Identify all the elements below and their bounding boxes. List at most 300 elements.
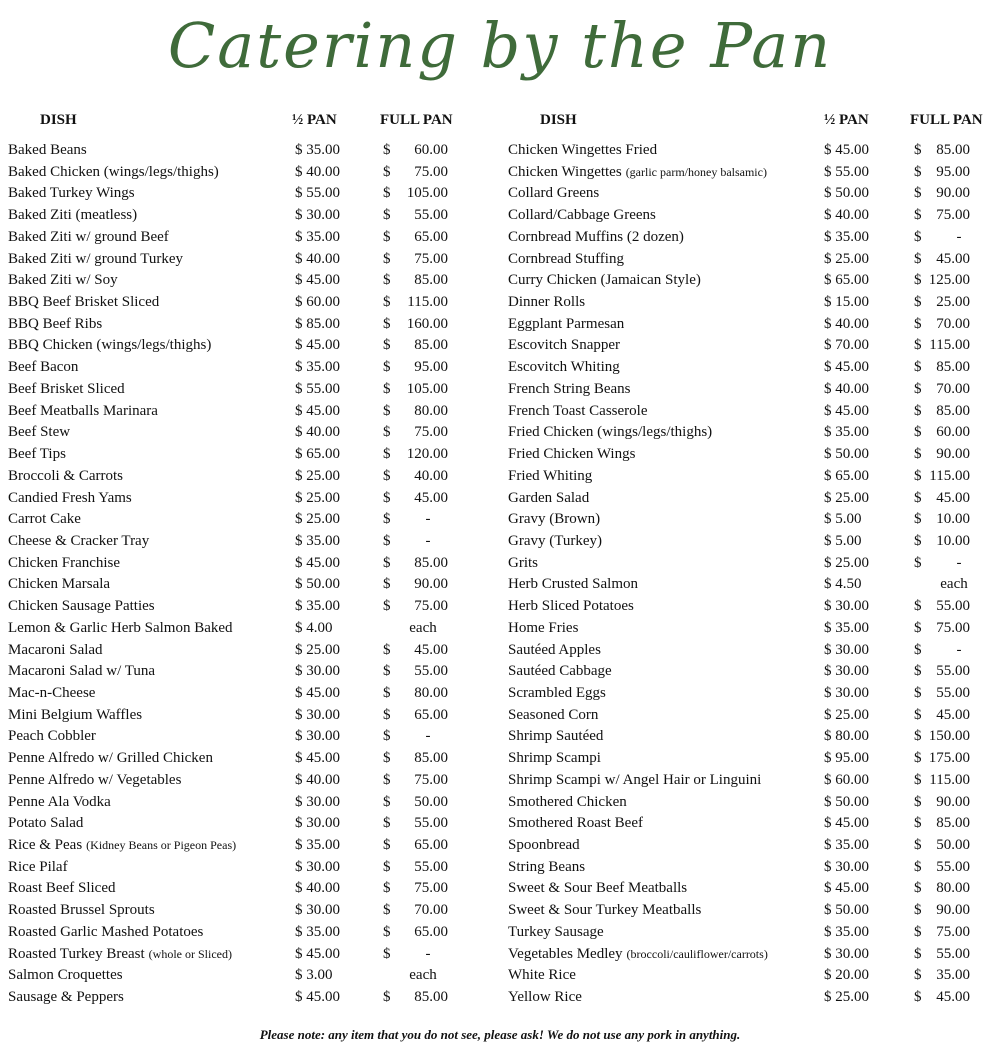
menu-item [8,640,478,662]
half-pan-price: $ 30.00 [295,706,340,723]
dish-name-text: Sweet & Sour Turkey Meatballs [508,902,702,919]
half-pan-price: $ 65.00 [295,446,340,463]
half-pan-price: $ 25.00 [824,250,869,267]
half-pan-price: $ 80.00 [824,728,869,745]
full-pan-price: 55.00 [936,858,970,875]
menu-item [508,987,998,1009]
full-pan-price: - [956,554,962,571]
full-pan-currency: $ [383,402,391,419]
menu-item [8,944,478,966]
half-pan-price: $ 35.00 [295,228,340,245]
dish-name-text: Roast Beef Sliced [8,880,116,897]
dish-name [8,857,68,879]
full-pan-price: 35.00 [936,967,970,984]
half-pan-price: $ 20.00 [824,967,869,984]
full-pan-price: 75.00 [414,880,448,897]
menu-item [8,683,478,705]
full-pan-currency: $ [383,989,391,1006]
dish-name-text: Beef Stew [8,424,71,441]
half-pan-price: $ 25.00 [295,467,340,484]
menu-item [508,792,998,814]
half-pan-price: $ 30.00 [824,598,869,615]
menu-item [8,422,478,444]
half-pan-price: $ 35.00 [824,619,869,636]
dish-name [8,314,102,336]
half-pan-price: $ 45.00 [824,142,869,158]
half-pan-price: $ 15.00 [824,294,869,311]
menu-item [8,314,478,336]
full-pan-price: 90.00 [936,185,970,202]
full-pan-currency: $ [914,467,922,484]
menu-item [8,900,478,922]
full-pan-currency: $ [383,315,391,332]
full-pan-price: 85.00 [414,554,448,571]
half-pan-price: $ 35.00 [295,359,340,376]
half-pan-price: $ 25.00 [824,989,869,1006]
menu-item [508,162,998,184]
menu-item [8,509,478,531]
full-pan-price: - [956,228,962,245]
dish-name-text: French String Beans [508,380,631,397]
full-pan-currency: $ [383,380,391,397]
half-pan-price: $ 40.00 [824,207,869,224]
full-pan-price: 75.00 [936,923,970,940]
dish-name [508,944,768,966]
dish-name-text: Baked Chicken (wings/legs/thighs) [8,163,219,180]
dish-name [8,531,149,553]
dish-name-text: Baked Ziti w/ Soy [8,272,118,289]
full-pan-price: 65.00 [414,228,448,245]
full-pan-price: each [409,619,437,636]
full-pan-currency: $ [914,989,922,1006]
dish-name-text: Dinner Rolls [508,294,586,311]
full-pan-price: 70.00 [936,380,970,397]
menu-item [508,466,998,488]
half-pan-price: $ 40.00 [295,880,340,897]
dish-name [508,705,598,727]
half-pan-price: $ 45.00 [295,684,340,701]
full-pan-price: 75.00 [936,207,970,224]
dish-name [508,900,701,922]
menu-item [508,857,998,879]
full-pan-currency: $ [383,272,391,289]
dish-name [8,813,83,835]
dish-name [508,335,620,357]
dish-name [508,205,656,227]
half-pan-price: $ 4.00 [295,619,333,636]
full-pan-price: 80.00 [936,880,970,897]
full-pan-price: 85.00 [414,750,448,767]
dish-name-text: Roasted Garlic Mashed Potatoes [8,923,204,940]
full-pan-price: 45.00 [936,489,970,506]
dish-name-text: Yellow Rice [508,989,582,1006]
dish-name-text: Rice Pilaf [8,858,68,875]
half-pan-price: $ 45.00 [295,402,340,419]
full-pan-currency: $ [914,207,922,224]
full-pan-currency: $ [914,793,922,810]
menu-item [508,205,998,227]
half-pan-price: $ 5.00 [824,511,862,528]
dish-name-text: String Beans [508,858,586,875]
menu-item [8,792,478,814]
half-pan-price: $ 45.00 [824,402,869,419]
menu-item [508,770,998,792]
full-pan-currency: $ [383,771,391,788]
menu-item [8,183,478,205]
dish-name [8,466,123,488]
full-pan-price: 125.00 [928,272,970,289]
dish-name [508,683,606,705]
dish-name-text: Peach Cobbler [8,728,96,745]
full-pan-currency: $ [383,359,391,376]
half-pan-price: $ 25.00 [295,489,340,506]
menu-column-left [8,110,478,1009]
full-pan-currency: $ [383,880,391,897]
dish-name [508,379,630,401]
half-pan-price: $ 55.00 [295,185,340,202]
full-pan-currency: $ [914,142,922,158]
menu-item [508,661,998,683]
full-pan-currency: $ [914,923,922,940]
full-pan-currency: $ [914,663,922,680]
full-pan-price: 80.00 [414,684,448,701]
dish-name [8,661,155,683]
dish-name-text: Mac-n-Cheese [8,684,96,701]
full-pan-currency: $ [914,902,922,919]
half-pan-price: $ 25.00 [824,489,869,506]
menu-item [508,618,998,640]
full-pan-price: 85.00 [936,359,970,376]
menu-column-right [508,110,998,1009]
dish-name-text: Escovitch Snapper [508,337,621,354]
dish-name [8,292,159,314]
menu-item [8,987,478,1009]
full-pan-currency: $ [914,185,922,202]
dish-name-text: Macaroni Salad [8,641,103,658]
menu-item [508,183,998,205]
dish-note: (broccoli/cauliflower/carrots) [626,946,768,961]
dish-name-text: Chicken Marsala [8,576,111,593]
full-pan-price: 70.00 [936,315,970,332]
half-pan-price: $ 30.00 [295,728,340,745]
full-pan-currency: $ [383,294,391,311]
dish-name [508,878,687,900]
full-pan-currency: $ [914,294,922,311]
full-pan-price: 85.00 [936,402,970,419]
menu-item [508,292,998,314]
half-pan-price: $ 40.00 [295,771,340,788]
dish-name-text: Chicken Sausage Patties [8,598,155,615]
half-pan-price: $ 30.00 [824,945,869,962]
dish-name [508,661,612,683]
menu-item [508,270,998,292]
half-pan-price: $ 30.00 [295,902,340,919]
menu-item [8,965,478,987]
full-pan-price: 55.00 [414,207,448,224]
dish-name-text: Scrambled Eggs [508,684,606,701]
dish-name-text: Collard/Cabbage Greens [508,207,656,224]
half-pan-price: $ 30.00 [824,858,869,875]
menu-item [508,422,998,444]
full-pan-currency: $ [383,641,391,658]
dish-name [8,987,124,1009]
menu-item [508,878,998,900]
full-pan-price: 45.00 [936,250,970,267]
full-pan-price: 25.00 [936,294,970,311]
dish-name [508,444,635,466]
half-pan-price: $ 30.00 [295,207,340,224]
full-pan-price: 95.00 [414,359,448,376]
full-pan-price: 80.00 [414,402,448,419]
full-pan-currency: $ [383,467,391,484]
full-pan-currency: $ [914,250,922,267]
dish-name [8,770,181,792]
menu-item [8,553,478,575]
menu-item [508,553,998,575]
dish-name-text: Fried Chicken Wings [508,446,636,463]
dish-name [8,249,183,271]
full-pan-currency: $ [383,815,391,832]
dish-name-text: Chicken Wingettes [508,163,622,180]
dish-name-text: Cornbread Stuffing [508,250,624,267]
dish-name [508,509,600,531]
dish-name-text: Gravy (Brown) [508,511,601,528]
full-pan-price: - [425,532,431,549]
full-pan-price: 50.00 [414,793,448,810]
full-pan-price: 115.00 [407,294,448,311]
dish-name-text: Baked Ziti (meatless) [8,207,138,224]
full-pan-currency: $ [914,641,922,658]
half-pan-price: $ 50.00 [824,446,869,463]
dish-name [8,922,203,944]
dish-name [8,900,155,922]
full-pan-currency: $ [383,424,391,441]
menu-item [508,314,998,336]
half-pan-price: $ 45.00 [295,554,340,571]
full-pan-price: 90.00 [936,446,970,463]
full-pan-currency: $ [383,554,391,571]
dish-name-text: French Toast Casserole [508,402,648,419]
half-pan-price: $ 50.00 [824,902,869,919]
dish-name [508,618,578,640]
half-pan-price: $ 3.00 [295,967,333,984]
full-pan-price: 45.00 [936,706,970,723]
full-pan-currency: $ [383,728,391,745]
half-pan-price: $ 30.00 [295,793,340,810]
full-pan-currency: $ [914,402,922,419]
menu-item [508,357,998,379]
full-pan-currency: $ [383,207,391,224]
half-pan-price: $ 55.00 [295,380,340,397]
dish-name [508,183,599,205]
full-pan-price: 55.00 [936,598,970,615]
full-pan-price: 60.00 [936,424,970,441]
full-pan-price: 115.00 [929,467,970,484]
menu-item [508,227,998,249]
menu-item [508,748,998,770]
menu-item [508,249,998,271]
dish-name-text: Sautéed Cabbage [508,663,612,680]
full-pan-currency: $ [383,945,391,962]
dish-name [8,835,236,857]
half-pan-price: $ 35.00 [295,532,340,549]
full-pan-currency: $ [383,706,391,723]
half-pan-price: $ 35.00 [295,142,340,158]
full-pan-currency: $ [914,228,922,245]
half-pan-price: $ 25.00 [295,641,340,658]
full-pan-currency: $ [914,684,922,701]
half-pan-price: $ 25.00 [824,706,869,723]
column-header [8,110,478,140]
dish-name [8,422,70,444]
dish-name-text: Smothered Roast Beef [508,815,643,832]
full-pan-currency: $ [914,967,922,984]
dish-name [508,965,576,987]
full-pan-currency: $ [914,880,922,897]
menu-item [8,379,478,401]
full-pan-price: 70.00 [414,902,448,919]
full-pan-price: 85.00 [414,337,448,354]
half-pan-price: $ 45.00 [824,359,869,376]
dish-name-text: White Rice [508,967,576,984]
full-pan-header: FULL PAN [910,112,983,128]
dish-name [508,488,589,510]
dish-name [8,444,66,466]
dish-name-text: Vegetables Medley [508,945,623,962]
full-pan-price: 85.00 [414,272,448,289]
half-pan-price: $ 50.00 [295,576,340,593]
half-pan-price: $ 45.00 [295,989,340,1006]
dish-name-text: Eggplant Parmesan [508,315,625,332]
menu-item [8,574,478,596]
half-pan-price: $ 40.00 [295,250,340,267]
dish-name-text: Seasoned Corn [508,706,599,723]
menu-item [508,488,998,510]
dish-name [508,140,657,162]
full-pan-price: 50.00 [936,837,970,853]
dish-name [508,227,684,249]
full-pan-price: 90.00 [936,793,970,810]
half-pan-price: $ 40.00 [824,315,869,332]
dish-name-text: Cornbread Muffins (2 dozen) [508,228,684,245]
full-pan-currency: $ [914,272,922,289]
full-pan-currency: $ [914,424,922,441]
half-pan-price: $ 45.00 [295,945,340,962]
menu-item [508,574,998,596]
menu-item [8,205,478,227]
dish-name [508,162,767,184]
dish-name-text: Candied Fresh Yams [8,489,132,506]
full-pan-currency: $ [914,728,922,745]
full-pan-price: 45.00 [414,641,448,658]
full-pan-price: 55.00 [936,663,970,680]
full-pan-price: 115.00 [929,771,970,788]
half-pan-price: $ 5.00 [824,532,862,549]
dish-name [508,270,701,292]
full-pan-currency: $ [914,315,922,332]
full-pan-price: - [425,945,431,962]
dish-name-text: Gravy (Turkey) [508,532,603,549]
half-pan-price: $ 40.00 [295,424,340,441]
dish-name-text: Escovitch Whiting [508,359,620,376]
dish-name-text: Macaroni Salad w/ Tuna [8,663,156,680]
dish-header: DISH [40,112,77,128]
menu-item [508,140,998,162]
full-pan-price: 10.00 [936,511,970,528]
full-pan-price: 75.00 [936,619,970,636]
dish-name [508,357,620,379]
half-pan-price: $ 70.00 [824,337,869,354]
dish-name [8,705,142,727]
menu-item [8,401,478,423]
menu-item [508,531,998,553]
dish-name-text: Shrimp Scampi w/ Angel Hair or Linguini [508,771,762,788]
dish-name-text: Penne Alfredo w/ Vegetables [8,771,182,788]
menu-item [8,531,478,553]
dish-name-text: Shrimp Scampi [508,750,601,767]
dish-name-text: Grits [508,554,538,571]
column-header [508,110,998,140]
dish-name [508,857,585,879]
dish-name [8,205,137,227]
menu-item [8,878,478,900]
full-pan-currency: $ [383,228,391,245]
dish-name-text: Carrot Cake [8,511,81,528]
dish-name-text: Sausage & Peppers [8,989,124,1006]
dish-name [8,401,158,423]
half-pan-price: $ 30.00 [824,684,869,701]
full-pan-currency: $ [383,837,391,853]
dish-name [508,422,712,444]
dish-name-text: Mini Belgium Waffles [8,706,143,723]
full-pan-price: 40.00 [414,467,448,484]
dish-name-text: Fried Chicken (wings/legs/thighs) [508,424,713,441]
full-pan-price: - [956,641,962,658]
full-pan-currency: $ [383,532,391,549]
full-pan-price: 10.00 [936,532,970,549]
full-pan-currency: $ [383,250,391,267]
full-pan-currency: $ [914,837,922,853]
menu-item [8,270,478,292]
full-pan-currency: $ [914,359,922,376]
full-pan-price: 55.00 [936,945,970,962]
half-pan-price: $ 35.00 [824,923,869,940]
dish-name-text: Herb Sliced Potatoes [508,598,634,615]
dish-name [8,748,213,770]
full-pan-currency: $ [383,142,391,158]
dish-name [508,596,634,618]
dish-name-text: Rice & Peas [8,837,83,853]
half-pan-price: $ 25.00 [824,554,869,571]
dish-name [508,922,604,944]
dish-name-text: Beef Brisket Sliced [8,380,125,397]
half-pan-price: $ 50.00 [824,793,869,810]
full-pan-price: 85.00 [936,815,970,832]
dish-name-text: Penne Alfredo w/ Grilled Chicken [8,750,213,767]
dish-name-text: Baked Ziti w/ ground Turkey [8,250,183,267]
full-pan-price: each [940,576,968,593]
dish-name-text: Roasted Brussel Sprouts [8,902,155,919]
full-pan-price: 65.00 [414,706,448,723]
dish-name [8,878,115,900]
full-pan-price: 45.00 [936,989,970,1006]
menu-item [8,770,478,792]
dish-name [8,618,233,640]
half-pan-header: ½ PAN [292,112,337,128]
dish-name [8,640,103,662]
full-pan-currency: $ [383,598,391,615]
full-pan-price: 75.00 [414,771,448,788]
